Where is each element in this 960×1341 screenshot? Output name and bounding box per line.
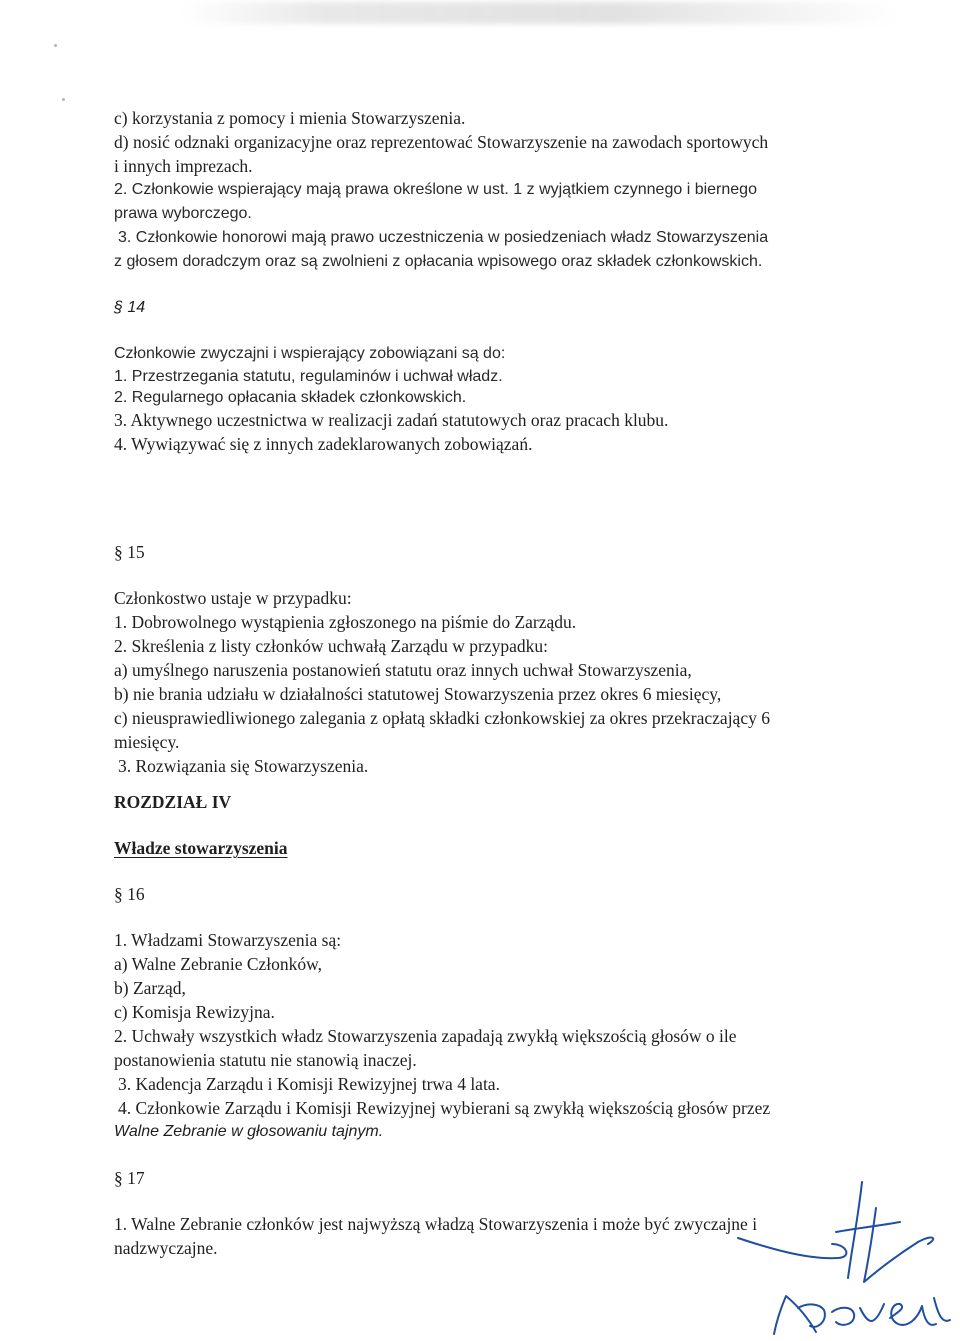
- text-line: i innych imprezach.: [114, 156, 253, 176]
- signature-stroke: [864, 1208, 933, 1282]
- text-line: 1. Przestrzegania statutu, regulaminów i uchwał władz.: [114, 368, 503, 385]
- text-line: prawa wyborczego.: [114, 205, 252, 222]
- section-heading-17: § 17: [114, 1168, 145, 1188]
- text-line: a) Walne Zebranie Członków,: [114, 954, 323, 974]
- text-line: 1. Dobrowolnego wystąpienia zgłoszonego na piśmie do Zarządu.: [114, 612, 577, 632]
- text-line: Członkowie zwyczajni i wspierający zobowiązani są do:: [114, 345, 506, 362]
- text-line: 1. Walne Zebranie członków jest najwyższą władzą Stowarzyszenia i może być zwyczajne i: [114, 1214, 758, 1234]
- text-line: z głosem doradczym oraz są zwolnieni z opłacania wpisowego oraz składek członkowskich.: [114, 253, 763, 270]
- section-heading-15: § 15: [114, 542, 145, 562]
- text-line: miesięcy.: [114, 732, 180, 752]
- text-line: 4. Członkowie Zarządu i Komisji Rewizyjnej wybierani są zwykłą większością głosów przez: [118, 1098, 771, 1118]
- signature-stroke: [836, 1222, 900, 1232]
- chapter-subtitle: Władze stowarzyszenia: [114, 838, 288, 858]
- text-line: c) Komisja Rewizyjna.: [114, 1002, 275, 1022]
- text-line: c) nieusprawiedliwionego zalegania z opłatą składki członkowskiej za okres przekraczający 6: [114, 708, 770, 728]
- text-line: 2. Regularnego opłacania składek członkowskich.: [114, 389, 467, 406]
- scan-speck: [62, 98, 65, 101]
- text-line: Walne Zebranie w głosowaniu tajnym.: [114, 1123, 384, 1140]
- section-heading-14: § 14: [114, 299, 146, 316]
- text-line: postanowienia statutu nie stanowią inaczej.: [114, 1050, 417, 1070]
- text-line: 4. Wywiązywać się z innych zadeklarowanych zobowiązań.: [114, 434, 533, 454]
- text-line: 1. Władzami Stowarzyszenia są:: [114, 930, 342, 950]
- text-line: 3. Kadencja Zarządu i Komisji Rewizyjnej trwa 4 lata.: [118, 1074, 500, 1094]
- signature-stroke: [774, 1296, 825, 1334]
- text-line: 2. Uchwały wszystkich władz Stowarzyszenia zapadają zwykłą większością głosów o ile: [114, 1026, 737, 1046]
- text-line: b) nie brania udziału w działalności statutowej Stowarzyszenia przez okres 6 miesięcy,: [114, 684, 722, 704]
- text-line: nadzwyczajne.: [114, 1238, 218, 1258]
- document-body: [114, 106, 874, 1260]
- text-line: 3. Członkowie honorowi mają prawo uczestniczenia w posiedzeniach władz Stowarzyszenia: [118, 229, 769, 246]
- text-line: 2. Członkowie wspierający mają prawa określone w ust. 1 z wyjątkiem czynnego i biernego: [114, 181, 757, 198]
- text-line: 3. Rozwiązania się Stowarzyszenia.: [118, 756, 369, 776]
- text-line: 2. Skreślenia z listy członków uchwałą Zarządu w przypadku:: [114, 636, 548, 656]
- text-line: d) nosić odznaki organizacyjne oraz reprezentować Stowarzyszenie na zawodach sportowych: [114, 132, 769, 152]
- signature-stroke: [738, 1238, 846, 1258]
- signature-stroke: [832, 1298, 950, 1325]
- scan-smudge: [180, 2, 900, 24]
- text-line: Członkostwo ustaje w przypadku:: [114, 588, 352, 608]
- text-line: a) umyślnego naruszenia postanowień statutu oraz innych uchwał Stowarzyszenia,: [114, 660, 692, 680]
- text-line: c) korzystania z pomocy i mienia Stowarzyszenia.: [114, 108, 466, 128]
- text-line: b) Zarząd,: [114, 978, 186, 998]
- scan-speck: [54, 44, 57, 47]
- chapter-title: ROZDZIAŁ IV: [114, 792, 232, 812]
- section-heading-16: § 16: [114, 884, 145, 904]
- text-line: 3. Aktywnego uczestnictwa w realizacji zadań statutowych oraz pracach klubu.: [114, 410, 669, 430]
- handwritten-signature: [728, 1178, 960, 1341]
